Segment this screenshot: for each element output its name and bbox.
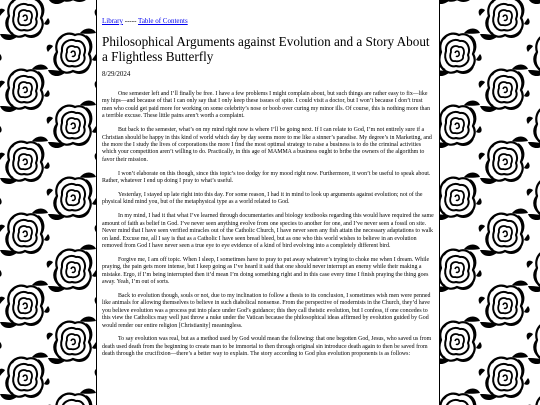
article-paragraph-4: Yesterday, I stayed up late right into this day. For some reason, I had it in mind to look up arguments against evolution; not of the physical kind mind you, but of the metaphysical type as a world related to God.: [102, 191, 423, 206]
article-title: Philosophical Arguments against Evolution and a Story About a Flightless Butterfly: [102, 34, 430, 64]
article-paragraph-7: Back to evolution though, souls or not, due to my inclination to follow a thesis to its conclusion, I sometimes wish men were penned like animals for allowing themselves to believe in such diabolical nonsense. From the perspective of modernists in the Church, they’d have you believe evolution was a process put into place under God’s guidance; this they call theistic evolution, but I confess, if one concedes to this view the Catholics may well just throw a nuke under the Vatican because the philosophical ideas affirmed by evolution guided by God would render our entire religion [Christianity] meaningless.: [102, 292, 431, 329]
article-paragraph-3: I won’t elaborate on this though, since this topic’s too dodgy for my mood right now. Furthermore, it won’t be useful to speak about. Rather, whatever I end up doing I pray to what’s useful.: [102, 170, 431, 185]
article-date: 8/29/2024: [102, 70, 131, 78]
nav-separator: -----: [124, 17, 137, 25]
article-paragraph-5: In my mind, I had it that what I’ve learned through documentaries and biology textbooks regarding this would have required the same amount of faith as belief in God. I’ve never seen anything evolve from one species to another for one, and I’ve never seen a fossil on site. Never mind that I have seen verified miracles out of the Catholic Church, I have never seen any fish attain the necessary adaptations to walk on land. Excuse me, all I say is that as a Catholic I have seen bread bleed, but as one who this world wishes to believe in an evolution removed from God I have never seen a true eye to eye evidence of a kind of bird evolving into a completely different bird.: [102, 213, 434, 249]
library-link[interactable]: Library: [102, 17, 123, 25]
article-page: [96, 0, 440, 405]
article-body: [102, 91, 434, 359]
breadcrumb-nav: [102, 17, 434, 25]
article-paragraph-2: But back to the semester, what’s on my mind right now is where I’ll be going next. If I can relate to God, I’m not entirely sure if a Christian should be happy in this kind of world which day by day seems more to me like a sinner’s paradise. My degree’s in Marketing, and the more the I study the lives of corporations the more I find the most optimal strategy to raise a business is to do the criminal activities which your competition aren’t willing to do. Practically, in this age of MAMMA a business ought to bribe the owners of the algorithm to favor their mission.: [102, 127, 432, 163]
article-paragraph-6: Forgive me, I am off topic. When I sleep, I sometimes have to pray to put away whatever’s trying to choke me when I dream. While praying, the pain gets more intense, but I keep going as I’ve heard it said that one should never interrupt an enemy while their making a mistake. Ergo, if I’m being interrupted then it’d mean I’m doing something right and in this case every time I finish praying the thing goes away. Yeah, I’m out of sorts.: [102, 256, 430, 286]
article-paragraph-8: To say evolution was real, but as a method used by God would mean the following: that one begotten God, Jesus, who saved us from death used death from the beginning to create man to be immortal to then through original sin introduce death again to then be saved from death through the crucifixion—there’s a better way to explain. The story according to God plus evolution proponents is as follows:: [102, 336, 432, 358]
table-of-contents-link[interactable]: Table of Contents: [138, 17, 188, 25]
article-paragraph-1: One semester left and I’ll finally be free. I have a few problems I might complain about, but such things are rather easy to fix—like my hips—and because of that I can only say that I only keep these issues of spite. I could visit a doctor, but I won’t because I don’t trust men who could get paid more for working on some celebrity’s nose or boob over curing my minor ills. Of course, this is nothing more than a terrible excuse. These little pains aren’t worth a complaint.: [102, 91, 431, 120]
